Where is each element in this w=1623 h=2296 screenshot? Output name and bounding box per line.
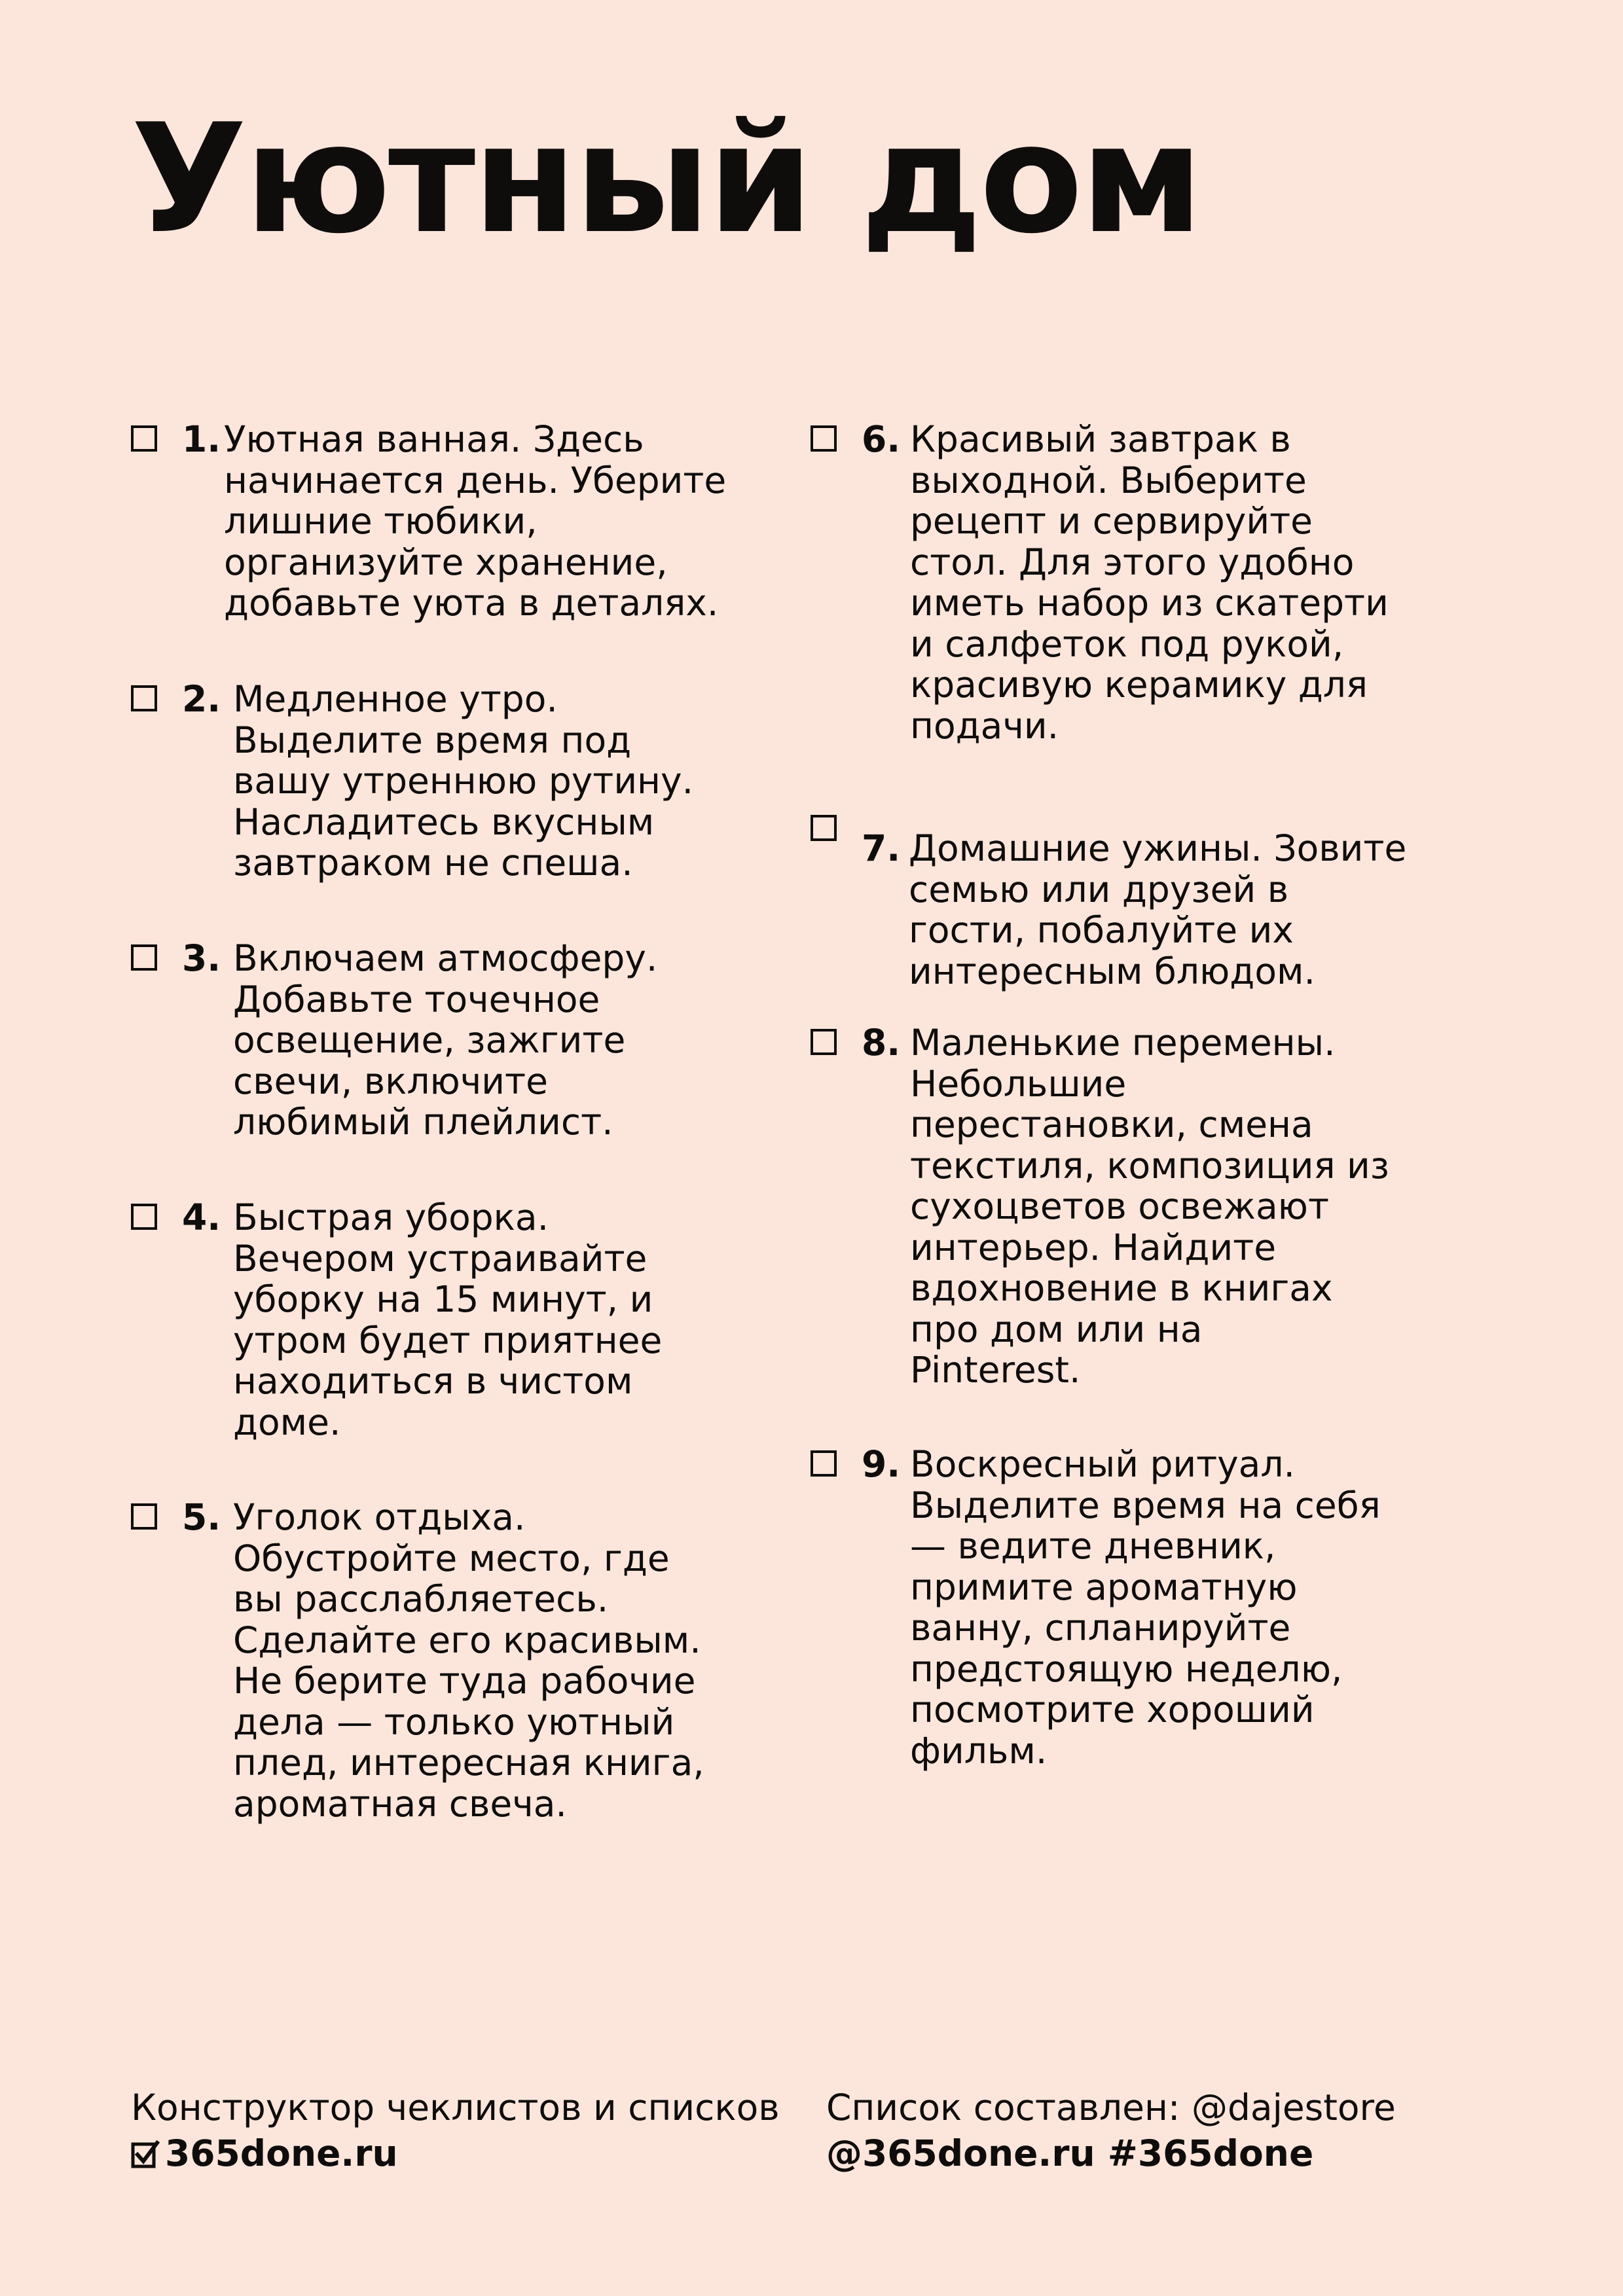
checklist-item-8 bbox=[811, 1022, 1389, 1391]
footer-right bbox=[826, 2085, 1396, 2176]
item-text-line: вдохновение в книгах bbox=[910, 1267, 1333, 1309]
checklist-item-4 bbox=[131, 1197, 662, 1443]
item-text bbox=[233, 1197, 662, 1443]
checkbox-logo-icon bbox=[131, 2134, 160, 2162]
checkbox[interactable] bbox=[811, 425, 837, 452]
item-text-line: предстоящую неделю, bbox=[910, 1647, 1343, 1690]
item-number: 7. bbox=[862, 827, 901, 869]
item-number: 6. bbox=[862, 418, 901, 460]
item-text-line: Обустройте место, где bbox=[233, 1537, 670, 1579]
item-text-line: Медленное утро. bbox=[233, 678, 558, 720]
item-text-line: Домашние ужины. Зовите bbox=[909, 827, 1407, 869]
item-number: 9. bbox=[862, 1443, 901, 1485]
item-text-line: Небольшие bbox=[910, 1062, 1127, 1105]
item-text-line: организуйте хранение, bbox=[224, 541, 668, 583]
item-text-line: перестановки, смена bbox=[910, 1103, 1313, 1145]
footer-tags[interactable]: @365done.ru #365done bbox=[826, 2132, 1314, 2174]
item-number: 2. bbox=[182, 678, 221, 720]
checkbox[interactable] bbox=[811, 1029, 837, 1055]
item-text-line: интересным блюдом. bbox=[909, 950, 1315, 992]
item-text-line: Выделите время на себя bbox=[910, 1484, 1381, 1526]
checklist-item-1 bbox=[131, 419, 726, 624]
checkbox[interactable] bbox=[131, 1503, 157, 1530]
item-text-line: свечи, включите bbox=[233, 1060, 548, 1102]
item-text-line: текстиля, композиция из bbox=[910, 1144, 1390, 1187]
item-text-line: утром будет приятнее bbox=[233, 1319, 663, 1361]
item-text bbox=[909, 828, 1406, 992]
item-text-line: Воскресный ритуал. bbox=[910, 1443, 1296, 1485]
item-text-line: вы расслабляетесь. bbox=[233, 1578, 609, 1620]
item-text-line: Сделайте его красивым. bbox=[233, 1619, 701, 1661]
item-text-line: Не берите туда рабочие bbox=[233, 1660, 696, 1702]
item-text-line: Включаем атмосферу. bbox=[233, 937, 658, 979]
checklist-item-5 bbox=[131, 1497, 704, 1824]
checkbox[interactable] bbox=[131, 425, 157, 452]
item-text-line: лишние тюбики, bbox=[224, 500, 538, 542]
item-text-line: вашу утреннюю рутину. bbox=[233, 760, 694, 802]
item-text bbox=[233, 938, 657, 1143]
item-text-line: — ведите дневник, bbox=[910, 1525, 1276, 1567]
item-text-line: гости, побалуйте их bbox=[909, 909, 1294, 951]
item-text-line: ароматная свеча. bbox=[233, 1782, 567, 1825]
checklist-item-7 bbox=[811, 808, 1406, 992]
item-text bbox=[233, 1497, 704, 1824]
item-text-line: выходной. Выберите bbox=[910, 459, 1307, 501]
item-text-line: стол. Для этого удобно bbox=[910, 541, 1355, 583]
checkbox[interactable] bbox=[131, 1204, 157, 1230]
item-text-line: Выделите время под bbox=[233, 719, 632, 761]
item-text-line: семью или друзей в bbox=[909, 868, 1289, 910]
item-text-line: Вечером устраивайте bbox=[233, 1237, 647, 1280]
item-text-line: начинается день. Уберите bbox=[224, 459, 727, 501]
item-number: 8. bbox=[862, 1022, 901, 1064]
footer-left bbox=[131, 2085, 780, 2176]
checkbox[interactable] bbox=[131, 685, 157, 711]
item-text-line: иметь набор из скатерти bbox=[910, 582, 1389, 624]
item-text-line: Красивый завтрак в bbox=[910, 418, 1291, 460]
item-text-line: посмотрите хороший bbox=[910, 1689, 1315, 1731]
checklist-item-2 bbox=[131, 679, 693, 884]
item-text-line: Насладитесь вкусным bbox=[233, 800, 655, 843]
item-text-line: Уголок отдыха. bbox=[233, 1496, 526, 1538]
item-text-line: Pinterest. bbox=[910, 1349, 1081, 1391]
item-text-line: и салфеток под рукой, bbox=[910, 622, 1344, 665]
checkbox[interactable] bbox=[811, 1450, 837, 1477]
item-number: 4. bbox=[182, 1196, 221, 1238]
item-text-line: любимый плейлист. bbox=[233, 1101, 613, 1143]
item-text-line: освещение, зажгите bbox=[233, 1019, 626, 1061]
footer-constructor-text: Конструктор чеклистов и списков bbox=[131, 2087, 780, 2128]
item-text-line: красивую керамику для bbox=[910, 664, 1368, 706]
item-text bbox=[233, 679, 693, 884]
item-text-line: находиться в чистом bbox=[233, 1360, 633, 1402]
item-text bbox=[910, 1444, 1381, 1771]
checkbox[interactable] bbox=[131, 944, 157, 971]
checklist-item-6 bbox=[811, 419, 1389, 746]
footer-site[interactable] bbox=[131, 2130, 780, 2176]
item-text bbox=[224, 419, 726, 624]
item-text-line: Добавьте точечное bbox=[233, 978, 600, 1020]
checklist-item-9 bbox=[811, 1444, 1381, 1771]
item-text-line: подачи. bbox=[910, 704, 1059, 747]
item-text-line: Маленькие перемены. bbox=[910, 1022, 1336, 1064]
checkbox[interactable] bbox=[811, 815, 837, 841]
item-text-line: добавьте уюта в деталях. bbox=[224, 582, 719, 624]
footer-author: Список составлен: @dajestore bbox=[826, 2087, 1396, 2128]
item-text-line: сухоцветов освежают bbox=[910, 1185, 1329, 1227]
item-text bbox=[910, 419, 1389, 746]
checklist-item-3 bbox=[131, 938, 657, 1143]
item-number: 3. bbox=[182, 937, 221, 979]
item-text-line: Быстрая уборка. bbox=[233, 1196, 549, 1238]
page-title: Уютный дом bbox=[131, 92, 1201, 267]
footer-site-link[interactable]: 365done.ru bbox=[165, 2132, 398, 2174]
item-text-line: плед, интересная книга, bbox=[233, 1742, 704, 1784]
item-text-line: ванну, спланируйте bbox=[910, 1607, 1291, 1649]
item-text bbox=[910, 1022, 1389, 1391]
item-text-line: уборку на 15 минут, и bbox=[233, 1278, 653, 1320]
item-number: 1. bbox=[182, 418, 221, 460]
item-text-line: примите ароматную bbox=[910, 1566, 1298, 1608]
item-text-line: фильм. bbox=[910, 1729, 1048, 1772]
item-text-line: про дом или на bbox=[910, 1308, 1203, 1350]
item-number: 5. bbox=[182, 1496, 221, 1538]
item-text-line: дела — только уютный bbox=[233, 1700, 675, 1743]
item-text-line: рецепт и сервируйте bbox=[910, 500, 1313, 542]
item-text-line: завтраком не спеша. bbox=[233, 842, 633, 884]
item-text-line: Уютная ванная. Здесь bbox=[224, 418, 644, 460]
item-text-line: доме. bbox=[233, 1401, 341, 1443]
item-text-line: интерьер. Найдите bbox=[910, 1226, 1277, 1268]
